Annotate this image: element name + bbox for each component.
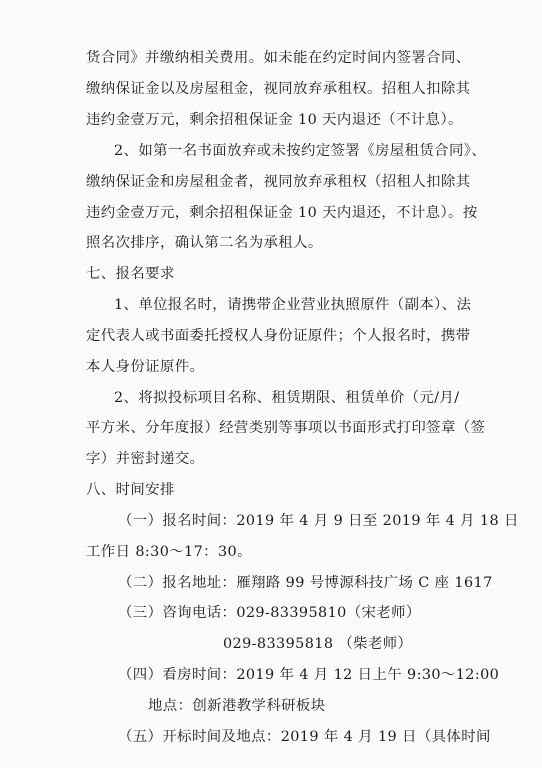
schedule-line: （一）报名时间：2019 年 4 月 9 日至 2019 年 4 月 18 日 xyxy=(118,513,519,529)
paragraph-line: 定代表人或书面委托授权人身份证原件；个人报名时，携带 xyxy=(86,328,471,344)
schedule-line: 地点：创新港教学科研板块 xyxy=(148,698,326,714)
paragraph-line: 平方米、分年度报）经营类别等事项以书面形式打印签章（签 xyxy=(86,420,486,436)
paragraph-line: 缴纳保证金和房屋租金者，视同放弃承租权（招租人扣除其 xyxy=(86,174,471,190)
paragraph-line: 违约金壹万元，剩余招租保证金 10 天内退还，不计息）。按 xyxy=(86,205,478,221)
section-heading: 八、时间安排 xyxy=(86,482,175,498)
paragraph-line: 2、如第一名书面放弃或未按约定签署《房屋租赁合同》、 xyxy=(114,143,487,159)
paragraph-line: 缴纳保证金以及房屋租金，视同放弃承租权。招租人扣除其 xyxy=(86,81,471,97)
section-heading: 七、报名要求 xyxy=(86,266,175,282)
paragraph-line: 2、将拟投标项目名称、租赁期限、租赁单价（元/月/ xyxy=(114,390,460,406)
paragraph-line: 本人身份证原件。 xyxy=(86,359,205,375)
paragraph-line: 1、单位报名时，请携带企业营业执照原件（副本）、法 xyxy=(114,297,472,313)
schedule-line: （五）开标时间及地点：2019 年 4 月 19 日（具体时间 xyxy=(118,729,491,745)
schedule-line: （二）报名地址：雁翔路 99 号博源科技广场 C 座 1617 xyxy=(118,575,493,591)
paragraph-line: 货合同》并缴纳相关费用。如未能在约定时间内签署合同、 xyxy=(86,50,471,66)
paragraph-line: 照名次排序，确认第二名为承租人。 xyxy=(86,235,323,251)
schedule-line: （三）咨询电话：029-83395810（宋老师） xyxy=(118,605,421,621)
schedule-line: （四）看房时间：2019 年 4 月 12 日上午 9:30～12:00 xyxy=(118,667,500,683)
schedule-line: 029-83395818 （柴老师） xyxy=(223,636,413,652)
paragraph-line: 字）并密封递交。 xyxy=(86,451,205,467)
schedule-line: 工作日 8:30～17：30。 xyxy=(86,544,252,560)
paragraph-line: 违约金壹万元，剩余招租保证金 10 天内退还（不计息）。 xyxy=(86,112,463,128)
